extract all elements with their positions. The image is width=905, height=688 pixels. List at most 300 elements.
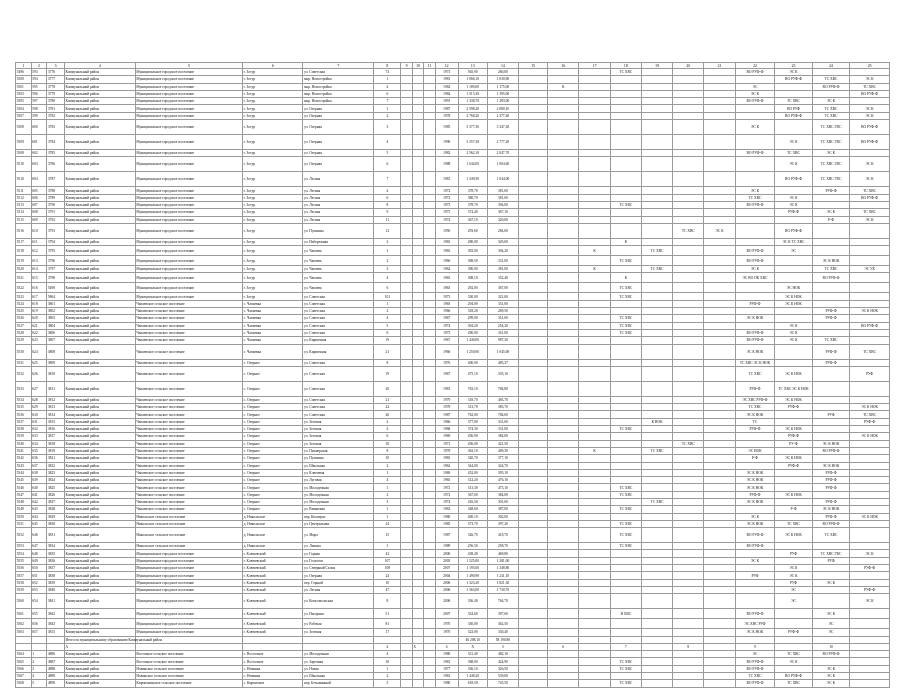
table-cell bbox=[704, 455, 735, 462]
table-cell: ЭС К bbox=[812, 98, 850, 105]
table-cell: 1977 bbox=[435, 665, 458, 672]
table-cell bbox=[579, 135, 610, 150]
table-cell bbox=[519, 105, 548, 112]
table-cell: ул. Новая bbox=[303, 665, 374, 672]
table-cell: Итого по муниципальному образованию Коммунальный район bbox=[65, 637, 162, 642]
table-cell: ВО РУФ-Ф bbox=[812, 651, 850, 658]
table-cell bbox=[519, 447, 548, 454]
table-cell: 2 bbox=[374, 256, 401, 266]
table-cell: ТС ХВС bbox=[641, 266, 672, 273]
table-cell: 5553 bbox=[16, 543, 32, 550]
table-cell: 3794 bbox=[47, 238, 65, 245]
table-cell: РУФ-Ф bbox=[812, 498, 850, 505]
table-cell: Коммунальный район bbox=[64, 308, 135, 315]
column-number-header: 10 bbox=[412, 63, 423, 69]
table-cell bbox=[673, 572, 704, 579]
table-cell: Коммунальный район bbox=[64, 76, 135, 83]
table-cell: ул. Озерная bbox=[303, 120, 374, 135]
table-cell bbox=[610, 513, 641, 520]
column-number-header: 13 bbox=[458, 63, 487, 69]
table-cell: г. Ключевский bbox=[243, 565, 303, 572]
table-cell: с. Восточное bbox=[243, 651, 303, 658]
table-cell bbox=[579, 565, 610, 572]
table-cell: 2 bbox=[374, 308, 401, 315]
table-cell: 4888 bbox=[47, 665, 65, 672]
table-cell bbox=[775, 273, 813, 283]
table-cell: 1978 bbox=[435, 447, 458, 454]
table-cell bbox=[641, 528, 672, 543]
table-cell: 5559 bbox=[16, 586, 32, 593]
table-cell bbox=[704, 187, 735, 194]
table-cell: 599 bbox=[31, 112, 47, 119]
table-cell bbox=[412, 433, 423, 440]
table-cell bbox=[519, 404, 548, 411]
table-cell: 387,00 bbox=[487, 506, 518, 513]
table-cell bbox=[424, 643, 435, 650]
table-cell bbox=[641, 396, 672, 403]
table-cell bbox=[519, 90, 548, 97]
table-cell: 313,70 bbox=[458, 404, 487, 411]
table-cell: 1950 bbox=[435, 223, 458, 238]
table-cell bbox=[673, 112, 704, 119]
table-cell: г. Зотур bbox=[243, 157, 303, 172]
table-cell bbox=[641, 381, 672, 396]
table-cell: 1 440,00 bbox=[458, 337, 487, 344]
table-cell bbox=[16, 636, 32, 643]
table-cell bbox=[579, 572, 610, 579]
table-cell bbox=[673, 322, 704, 329]
column-number-header: 20 bbox=[673, 63, 704, 69]
table-cell bbox=[673, 337, 704, 344]
table-cell: с. Озерное bbox=[243, 491, 303, 498]
table-cell bbox=[641, 543, 672, 550]
table-cell bbox=[519, 433, 548, 440]
table-cell: 1975 bbox=[435, 329, 458, 336]
table-cell: 5511 bbox=[16, 187, 32, 194]
table-cell: ЭС К НОК bbox=[775, 491, 813, 498]
table-cell bbox=[579, 609, 610, 619]
table-cell: 3838 bbox=[47, 572, 65, 579]
table-cell: 345,00 bbox=[487, 238, 518, 245]
table-cell: с. Восточное bbox=[243, 658, 303, 665]
table-cell bbox=[673, 209, 704, 216]
table-cell bbox=[412, 426, 423, 433]
table-cell: 5516 bbox=[16, 223, 32, 238]
table-cell bbox=[704, 557, 735, 564]
table-cell bbox=[412, 565, 423, 572]
table-cell bbox=[673, 491, 704, 498]
table-cell: ЭС ВО ПК ХВС bbox=[735, 273, 775, 283]
table-cell bbox=[735, 238, 775, 245]
column-number-header: 18 bbox=[610, 63, 641, 69]
table-cell: 8 bbox=[374, 594, 401, 609]
table-cell bbox=[704, 658, 735, 665]
table-cell bbox=[812, 366, 850, 381]
table-cell bbox=[579, 256, 610, 266]
table-cell: 395,10 bbox=[487, 469, 518, 476]
table-cell: 308,10 bbox=[458, 273, 487, 283]
table-cell: 308,50 bbox=[458, 256, 487, 266]
table-cell bbox=[435, 636, 458, 643]
table-cell: Чапаевское сельское поселение bbox=[135, 329, 242, 336]
table-cell bbox=[735, 209, 775, 216]
table-cell: 4 bbox=[374, 477, 401, 484]
table-cell: д. Никольское bbox=[243, 520, 303, 527]
table-cell: ВО РУФ-Ф bbox=[850, 120, 890, 135]
table-cell: Коммунальный район bbox=[64, 455, 135, 462]
table-cell bbox=[579, 506, 610, 513]
table-cell bbox=[850, 273, 890, 283]
table-cell bbox=[548, 550, 579, 557]
table-cell bbox=[519, 543, 548, 550]
table-cell bbox=[735, 293, 775, 300]
table-cell bbox=[704, 506, 735, 513]
table-cell bbox=[412, 344, 423, 359]
table-cell bbox=[850, 520, 890, 527]
table-cell: 304,20 bbox=[458, 322, 487, 329]
table-cell: г. Ключевский bbox=[243, 550, 303, 557]
table-cell: 12 bbox=[374, 223, 401, 238]
table-cell: 1981 bbox=[435, 76, 458, 83]
table-cell: 5541 bbox=[16, 447, 32, 454]
table-cell: 1 395,00 bbox=[487, 90, 518, 97]
table-row bbox=[16, 150, 890, 157]
table-row bbox=[16, 223, 890, 238]
table-cell bbox=[673, 83, 704, 90]
table-cell: Коммунальный район bbox=[64, 543, 135, 550]
table-cell: г. Зотур bbox=[243, 293, 303, 300]
table-cell: Чапаевское сельское поселение bbox=[135, 418, 242, 425]
table-cell: Коммунальный район bbox=[64, 594, 135, 609]
table-cell: Коммунальный район bbox=[64, 426, 135, 433]
table-cell: 637 bbox=[31, 462, 47, 469]
table-cell: Коммунальный район bbox=[64, 69, 135, 76]
table-cell: РУФ-Ф bbox=[812, 469, 850, 476]
table-cell bbox=[704, 619, 735, 629]
table-cell: ул. Чапаева bbox=[303, 246, 374, 256]
table-cell: ул. Чапаева bbox=[303, 283, 374, 293]
table-cell bbox=[412, 673, 423, 680]
table-cell bbox=[548, 418, 579, 425]
table-cell: 3823 bbox=[47, 469, 65, 476]
table-cell: 1988 bbox=[435, 157, 458, 172]
table-cell bbox=[548, 491, 579, 498]
table-cell: Чапаевское сельское поселение bbox=[135, 337, 242, 344]
table-cell: ЭС К НОК bbox=[735, 520, 775, 527]
table-cell: ЭС К bbox=[775, 329, 813, 336]
table-cell bbox=[610, 359, 641, 366]
table-cell: ТС ХВС ЭС К НОК bbox=[735, 359, 775, 366]
table-cell: 5 bbox=[31, 680, 47, 687]
table-cell bbox=[579, 594, 610, 609]
table-cell: 631 bbox=[31, 418, 47, 425]
table-cell: 1968 bbox=[435, 426, 458, 433]
table-cell: Коммунальный район bbox=[64, 462, 135, 469]
table-cell: 645 bbox=[31, 520, 47, 527]
table-cell: Коммунальный район bbox=[64, 572, 135, 579]
table-cell bbox=[673, 673, 704, 680]
table-cell bbox=[548, 246, 579, 256]
table-cell bbox=[424, 513, 435, 520]
table-cell: 302,00 bbox=[487, 513, 518, 520]
table-cell: ЭС К bbox=[850, 157, 890, 172]
table-cell bbox=[673, 90, 704, 97]
table-cell: 763,10 bbox=[458, 381, 487, 396]
table-cell: 21 bbox=[374, 396, 401, 403]
table-cell bbox=[579, 462, 610, 469]
table-cell bbox=[519, 135, 548, 150]
table-cell: ЭС bbox=[735, 651, 775, 658]
table-cell bbox=[412, 256, 423, 266]
table-cell bbox=[812, 586, 850, 593]
table-cell: ул. Озерная bbox=[303, 135, 374, 150]
table-cell bbox=[579, 201, 610, 208]
table-cell: 5523 bbox=[16, 293, 32, 300]
table-cell bbox=[412, 506, 423, 513]
table-cell bbox=[519, 246, 548, 256]
table-cell: 1974 bbox=[435, 216, 458, 223]
table-row bbox=[16, 381, 890, 396]
table-cell bbox=[412, 293, 423, 300]
table-cell: 3 bbox=[374, 120, 401, 135]
column-number-header: 4 bbox=[64, 63, 135, 69]
table-cell: ЭС К bbox=[812, 209, 850, 216]
table-cell bbox=[850, 543, 890, 550]
table-cell bbox=[548, 308, 579, 315]
table-cell: РУФ bbox=[775, 550, 813, 557]
table-cell: 3784 bbox=[47, 135, 65, 150]
table-cell: 4 bbox=[374, 315, 401, 322]
table-cell bbox=[412, 315, 423, 322]
table-cell: 336,10 bbox=[458, 665, 487, 672]
table-cell bbox=[47, 636, 65, 643]
table-cell: Коммунальный район bbox=[64, 201, 135, 208]
table-cell: Чапаевское сельское поселение bbox=[135, 440, 242, 447]
table-cell: 1 323,20 bbox=[458, 579, 487, 586]
table-cell bbox=[673, 462, 704, 469]
table-cell bbox=[412, 658, 423, 665]
table-cell: ул. Советская bbox=[303, 381, 374, 396]
table-cell: ул. Кирпичная bbox=[303, 337, 374, 344]
table-row bbox=[16, 484, 890, 491]
table-cell bbox=[775, 187, 813, 194]
table-cell: РУФ-Ф bbox=[812, 359, 850, 366]
table-cell: 9 bbox=[374, 209, 401, 216]
table-cell: Коммунальный район bbox=[64, 447, 135, 454]
table-cell: ул. Зеленая bbox=[303, 433, 374, 440]
table-cell: 3780 bbox=[47, 98, 65, 105]
table-cell: ТС ХВС bbox=[735, 366, 775, 381]
table-cell bbox=[812, 426, 850, 433]
table-cell: ул. Пионерская bbox=[303, 447, 374, 454]
table-cell bbox=[704, 246, 735, 256]
table-cell bbox=[519, 484, 548, 491]
table-cell bbox=[519, 520, 548, 527]
table-cell: 5567 bbox=[16, 673, 32, 680]
table-cell bbox=[704, 120, 735, 135]
table-cell: г. Зотур bbox=[243, 150, 303, 157]
table-cell: 4886 bbox=[47, 651, 65, 658]
table-cell bbox=[579, 477, 610, 484]
table-cell bbox=[735, 112, 775, 119]
table-cell bbox=[519, 673, 548, 680]
table-cell bbox=[850, 246, 890, 256]
table-cell: ТС ХВС bbox=[610, 283, 641, 293]
table-cell: ТС ХВС bbox=[850, 187, 890, 194]
table-cell bbox=[735, 636, 775, 643]
table-cell: 3815 bbox=[47, 418, 65, 425]
table-cell: с. Озерное bbox=[243, 506, 303, 513]
table-cell: ул. Северный Склон bbox=[303, 565, 374, 572]
table-cell: Никольское сельское поселение bbox=[135, 513, 242, 520]
column-number-header: 15 bbox=[519, 63, 548, 69]
table-cell bbox=[519, 665, 548, 672]
table-cell: 638 bbox=[31, 469, 47, 476]
table-cell: 20 bbox=[374, 381, 401, 396]
table-cell bbox=[519, 426, 548, 433]
table-cell: 3839 bbox=[47, 579, 65, 586]
table-cell: ЭС К НОК bbox=[735, 344, 775, 359]
table-cell: ЭС К bbox=[775, 157, 813, 172]
table-cell: 1987 bbox=[435, 528, 458, 543]
table-cell bbox=[704, 293, 735, 300]
table-cell: 373,70 bbox=[458, 520, 487, 527]
table-cell: г. Зотур bbox=[243, 194, 303, 201]
table-cell: 476,10 bbox=[487, 477, 518, 484]
table-cell bbox=[704, 586, 735, 593]
table-cell: Никольское сельское поселение bbox=[135, 543, 242, 550]
table-cell: 5557 bbox=[16, 572, 32, 579]
table-cell bbox=[412, 404, 423, 411]
table-cell: ЭС К НОК bbox=[812, 506, 850, 513]
table-cell bbox=[735, 433, 775, 440]
table-cell: 380,70 bbox=[458, 194, 487, 201]
table-row bbox=[16, 506, 890, 513]
table-cell bbox=[850, 557, 890, 564]
table-row bbox=[16, 491, 890, 498]
table-cell: ул. Геологов bbox=[303, 557, 374, 564]
table-cell bbox=[401, 112, 412, 119]
table-cell bbox=[401, 673, 412, 680]
table-cell bbox=[548, 665, 579, 672]
table-cell bbox=[704, 665, 735, 672]
table-cell: Кирпичнинское сельское поселение bbox=[135, 680, 242, 687]
column-number-header: 22 bbox=[735, 63, 775, 69]
table-cell: ул. Советская bbox=[303, 69, 374, 76]
table-cell: 381,00 bbox=[487, 194, 518, 201]
table-cell: 5538 bbox=[16, 426, 32, 433]
table-cell bbox=[641, 216, 672, 223]
table-cell: 2006 bbox=[435, 579, 458, 586]
table-cell: 1 bbox=[374, 484, 401, 491]
table-cell bbox=[641, 665, 672, 672]
column-number-header: 12 bbox=[435, 63, 458, 69]
table-cell bbox=[548, 651, 579, 658]
table-cell: 5520 bbox=[16, 266, 32, 273]
table-cell: ТС ХВС ГВС bbox=[812, 172, 850, 187]
table-cell: ВО РУФ-Ф bbox=[812, 83, 850, 90]
table-cell bbox=[424, 565, 435, 572]
table-cell bbox=[401, 293, 412, 300]
table-cell: 5546 bbox=[16, 484, 32, 491]
table-cell: ЭС НОК bbox=[775, 283, 813, 293]
table-cell bbox=[704, 273, 735, 283]
table-cell bbox=[641, 462, 672, 469]
table-cell: 293,60 bbox=[458, 223, 487, 238]
table-cell: ТС bbox=[735, 418, 775, 425]
table-cell bbox=[519, 322, 548, 329]
table-cell bbox=[548, 329, 579, 336]
table-cell: 5512 bbox=[16, 194, 32, 201]
table-cell: 3835 bbox=[47, 550, 65, 557]
table-cell bbox=[850, 300, 890, 307]
table-cell bbox=[641, 69, 672, 76]
table-cell bbox=[424, 209, 435, 216]
table-cell: Муниципальное городское поселение bbox=[135, 572, 242, 579]
table-cell bbox=[579, 619, 610, 629]
table-cell bbox=[812, 194, 850, 201]
table-body bbox=[16, 69, 890, 688]
table-cell bbox=[812, 594, 850, 609]
table-row bbox=[16, 83, 890, 90]
table-cell: 107 bbox=[374, 557, 401, 564]
table-cell bbox=[579, 651, 610, 658]
table-cell: 2007 bbox=[435, 609, 458, 619]
table-cell: ТС ХВС bbox=[735, 194, 775, 201]
table-cell: 3787 bbox=[47, 172, 65, 187]
table-cell bbox=[812, 404, 850, 411]
table-cell: ЭС К bbox=[775, 658, 813, 665]
table-cell: Муниципальное городское поселение bbox=[135, 283, 242, 293]
table-cell bbox=[641, 680, 672, 687]
table-cell: ул. Молодежная bbox=[303, 498, 374, 505]
table-cell: ТС ХВС bbox=[735, 673, 775, 680]
table-cell: Коммунальный район bbox=[64, 366, 135, 381]
table-cell: 5521 bbox=[16, 273, 32, 283]
table-cell bbox=[735, 550, 775, 557]
table-row bbox=[16, 520, 890, 527]
table-cell bbox=[850, 293, 890, 300]
table-cell bbox=[412, 150, 423, 157]
table-cell: с. Озерное bbox=[243, 411, 303, 418]
table-cell: 1 bbox=[374, 246, 401, 256]
table-cell: 1965 bbox=[435, 246, 458, 256]
table-cell: 593 bbox=[31, 69, 47, 76]
table-cell: ул. Советская bbox=[303, 329, 374, 336]
table-cell: Коммунальный район bbox=[64, 513, 135, 520]
table-cell bbox=[673, 76, 704, 83]
table-row bbox=[16, 477, 890, 484]
table-cell bbox=[401, 359, 412, 366]
table-row bbox=[16, 209, 890, 216]
table-cell: 1 066,10 bbox=[458, 76, 487, 83]
table-cell bbox=[401, 344, 412, 359]
table-cell bbox=[704, 105, 735, 112]
table-cell bbox=[401, 565, 412, 572]
table-cell bbox=[579, 150, 610, 157]
table-cell: 108 bbox=[374, 565, 401, 572]
table-cell: 5513 bbox=[16, 201, 32, 208]
table-cell bbox=[412, 216, 423, 223]
table-cell bbox=[424, 469, 435, 476]
table-cell: Муниципальное городское поселение bbox=[135, 120, 242, 135]
table-cell: 1 448,20 bbox=[458, 673, 487, 680]
table-cell: 1971 bbox=[435, 440, 458, 447]
table-cell bbox=[424, 484, 435, 491]
table-row bbox=[16, 98, 890, 105]
table-cell: 320,00 bbox=[487, 216, 518, 223]
table-cell: 1 189,00 bbox=[458, 83, 487, 90]
